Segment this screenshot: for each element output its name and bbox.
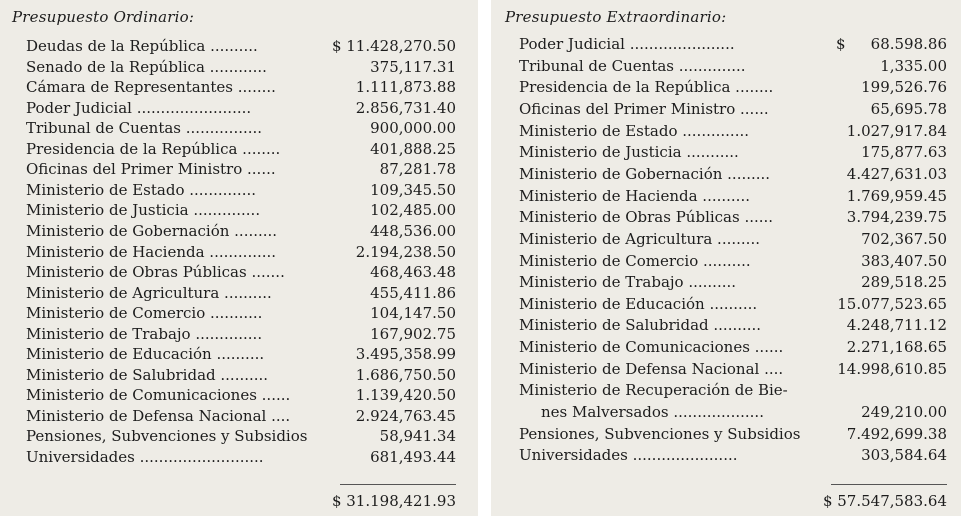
extraordinary-row-amount: 68.598.86 [870,35,947,53]
ordinary-row [0,36,478,57]
extraordinary-row-amount: 1,335.00 [880,56,947,75]
ordinary-row-amount: 3.495,358.99 [355,345,456,364]
extraordinary-row-amount: 175,877.63 [861,143,947,162]
ordinary-row [0,344,478,365]
extraordinary-total: $ 57.547,583.64 [822,492,947,510]
ordinary-row-label: Ministerio de Educación .......... [26,345,265,364]
ordinary-row-label: Poder Judicial ........................ [26,98,252,117]
extraordinary-row [491,186,961,207]
ordinary-row-amount: 681,493.44 [370,448,456,466]
ordinary-row-label: Ministerio de Trabajo .............. [26,324,263,343]
ordinary-row-label: Deudas de la República .......... [26,37,258,55]
ordinary-row-label: Senado de la República ............ [26,57,267,76]
extraordinary-row [491,380,961,401]
ordinary-row-label: Ministerio de Justicia .............. [26,201,261,220]
ordinary-row-amount: 102,485.00 [370,201,456,220]
extraordinary-row-amount: 15.077,523.65 [837,294,947,313]
extraordinary-row [491,77,961,98]
ordinary-row-label: Ministerio de Estado .............. [26,180,257,199]
extraordinary-row-label: Pensiones, Subvenciones y Subsidios [519,424,801,443]
extraordinary-row-label: nes Malversados ................... [541,403,764,422]
extraordinary-row [491,229,961,250]
ordinary-row-label: Ministerio de Comunicaciones ...... [26,386,291,405]
ordinary-budget-heading: Presupuesto Ordinario: [12,8,195,26]
extraordinary-row-label: Ministerio de Defensa Nacional .... [519,359,784,378]
ordinary-row-label: Ministerio de Defensa Nacional .... [26,406,291,425]
ordinary-total-rule [340,484,456,485]
ordinary-row-label: Ministerio de Comercio ........... [26,304,263,323]
ordinary-row [0,159,478,180]
extraordinary-row-label: Ministerio de Gobernación ......... [519,164,771,183]
ordinary-row [0,324,478,345]
ordinary-row [0,365,478,386]
ordinary-row-label: Ministerio de Obras Públicas ....... [26,263,285,282]
ordinary-row-amount: $ 11.428,270.50 [331,37,456,55]
ordinary-row-amount: 468,463.48 [370,263,456,282]
ordinary-row-amount: 58,941.34 [379,427,456,446]
extraordinary-row-label: Ministerio de Comercio .......... [519,251,751,270]
ordinary-row [0,447,478,468]
ordinary-row-amount: 167,902.75 [370,324,456,343]
extraordinary-row-label: Ministerio de Trabajo .......... [519,273,737,292]
ordinary-row [0,385,478,406]
extraordinary-row [491,56,961,77]
extraordinary-row [491,337,961,358]
ordinary-row-amount: 401,888.25 [370,139,456,158]
ordinary-row-amount: 2.194,238.50 [355,242,456,261]
extraordinary-row-label: Ministerio de Comunicaciones ...... [519,338,784,357]
extraordinary-row-label: Ministerio de Justicia ........... [519,143,739,162]
ordinary-row [0,406,478,427]
ordinary-row-label: Ministerio de Agricultura .......... [26,283,272,302]
ordinary-row-amount: 2.856,731.40 [355,98,456,117]
extraordinary-row [491,251,961,272]
extraordinary-row-amount: 3.794,239.75 [846,208,947,227]
ordinary-row [0,426,478,447]
ordinary-row [0,57,478,78]
extraordinary-row-amount: 7.492,699.38 [846,424,947,443]
extraordinary-row-label: Ministerio de Salubridad .......... [519,316,762,335]
ordinary-row [0,139,478,160]
ordinary-row-amount: 375,117.31 [370,57,456,76]
extraordinary-row-amount: 702,367.50 [861,229,947,248]
extraordinary-row [491,445,961,466]
extraordinary-row-label: Ministerio de Educación .......... [519,294,758,313]
extraordinary-row [491,34,961,55]
extraordinary-budget-heading: Presupuesto Extraordinario: [505,8,727,26]
extraordinary-row [491,424,961,445]
extraordinary-row [491,359,961,380]
extraordinary-total-rule [831,484,947,485]
ordinary-row-amount: 455,411.86 [370,283,456,302]
ordinary-row [0,77,478,98]
extraordinary-row-label: Oficinas del Primer Ministro ...... [519,99,769,118]
extraordinary-row-label: Universidades ...................... [519,446,738,465]
extraordinary-row-amount: 289,518.25 [861,273,947,292]
ordinary-row-label: Oficinas del Primer Ministro ...... [26,160,276,179]
ordinary-row-label: Tribunal de Cuentas ................ [26,119,263,138]
extraordinary-row [491,99,961,120]
ordinary-row-amount: 448,536.00 [370,221,456,240]
extraordinary-row-amount: 4.248,711.12 [846,316,947,335]
ordinary-row-label: Presidencia de la República ........ [26,139,281,158]
ordinary-row [0,262,478,283]
extraordinary-row-amount: 1.769,959.45 [846,186,947,205]
ordinary-row-amount: 1.111,873.88 [355,78,456,97]
extraordinary-row-amount: 14.998,610.85 [837,359,947,378]
ordinary-row-amount: 104,147.50 [370,304,456,323]
extraordinary-row-label: Poder Judicial ...................... [519,35,735,53]
extraordinary-row [491,164,961,185]
extraordinary-row [491,315,961,336]
extraordinary-row-label: Tribunal de Cuentas .............. [519,56,746,75]
extraordinary-budget-list [491,0,961,516]
ordinary-row-label: Ministerio de Gobernación ......... [26,221,278,240]
extraordinary-row [491,272,961,293]
extraordinary-row [491,207,961,228]
ordinary-row-amount: 1.686,750.50 [355,365,456,384]
extraordinary-row-amount: 303,584.64 [861,446,947,465]
extraordinary-row-amount: 383,407.50 [861,251,947,270]
extraordinary-row [491,294,961,315]
extraordinary-row [491,142,961,163]
ordinary-row-label: Pensiones, Subvenciones y Subsidios [26,427,308,446]
ordinary-row-amount: 2.924,763.45 [355,406,456,425]
extraordinary-row [491,402,961,423]
ordinary-row-label: Cámara de Representantes ........ [26,78,276,97]
ordinary-row [0,221,478,242]
ordinary-row-label: Universidades .......................... [26,448,264,466]
extraordinary-row-amount: 65,695.78 [870,99,947,118]
extraordinary-row-label: Ministerio de Obras Públicas ...... [519,208,774,227]
ordinary-row [0,283,478,304]
extraordinary-row-amount: 199,526.76 [861,78,947,97]
ordinary-row-amount: 1.139,420.50 [355,386,456,405]
extraordinary-row-amount: 1.027,917.84 [846,121,947,140]
extraordinary-row [491,121,961,142]
extraordinary-row-label: Ministerio de Recuperación de Bie- [519,381,788,400]
extraordinary-row-currency: $ [836,35,846,53]
ordinary-row-amount: 87,281.78 [379,160,456,179]
ordinary-row-label: Ministerio de Salubridad .......... [26,365,269,384]
extraordinary-row-amount: 2.271,168.65 [846,338,947,357]
ordinary-row [0,180,478,201]
ordinary-row-label: Ministerio de Hacienda .............. [26,242,277,261]
extraordinary-row-label: Ministerio de Estado .............. [519,121,750,140]
ordinary-budget-list [0,0,478,516]
ordinary-row [0,303,478,324]
extraordinary-row-label: Ministerio de Hacienda .......... [519,186,750,205]
extraordinary-row-amount: 249,210.00 [861,403,947,422]
ordinary-row [0,118,478,139]
ordinary-row [0,242,478,263]
ordinary-row-amount: 900,000.00 [370,119,456,138]
ordinary-row [0,98,478,119]
ordinary-budget-page [0,0,478,516]
extraordinary-row-label: Presidencia de la República ........ [519,78,774,97]
ordinary-row-amount: 109,345.50 [370,180,456,199]
extraordinary-budget-page [491,0,961,516]
extraordinary-row-label: Ministerio de Agricultura ......... [519,229,760,248]
extraordinary-row-amount: 4.427,631.03 [846,164,947,183]
ordinary-total: $ 31.198,421.93 [331,492,456,510]
ordinary-row [0,200,478,221]
